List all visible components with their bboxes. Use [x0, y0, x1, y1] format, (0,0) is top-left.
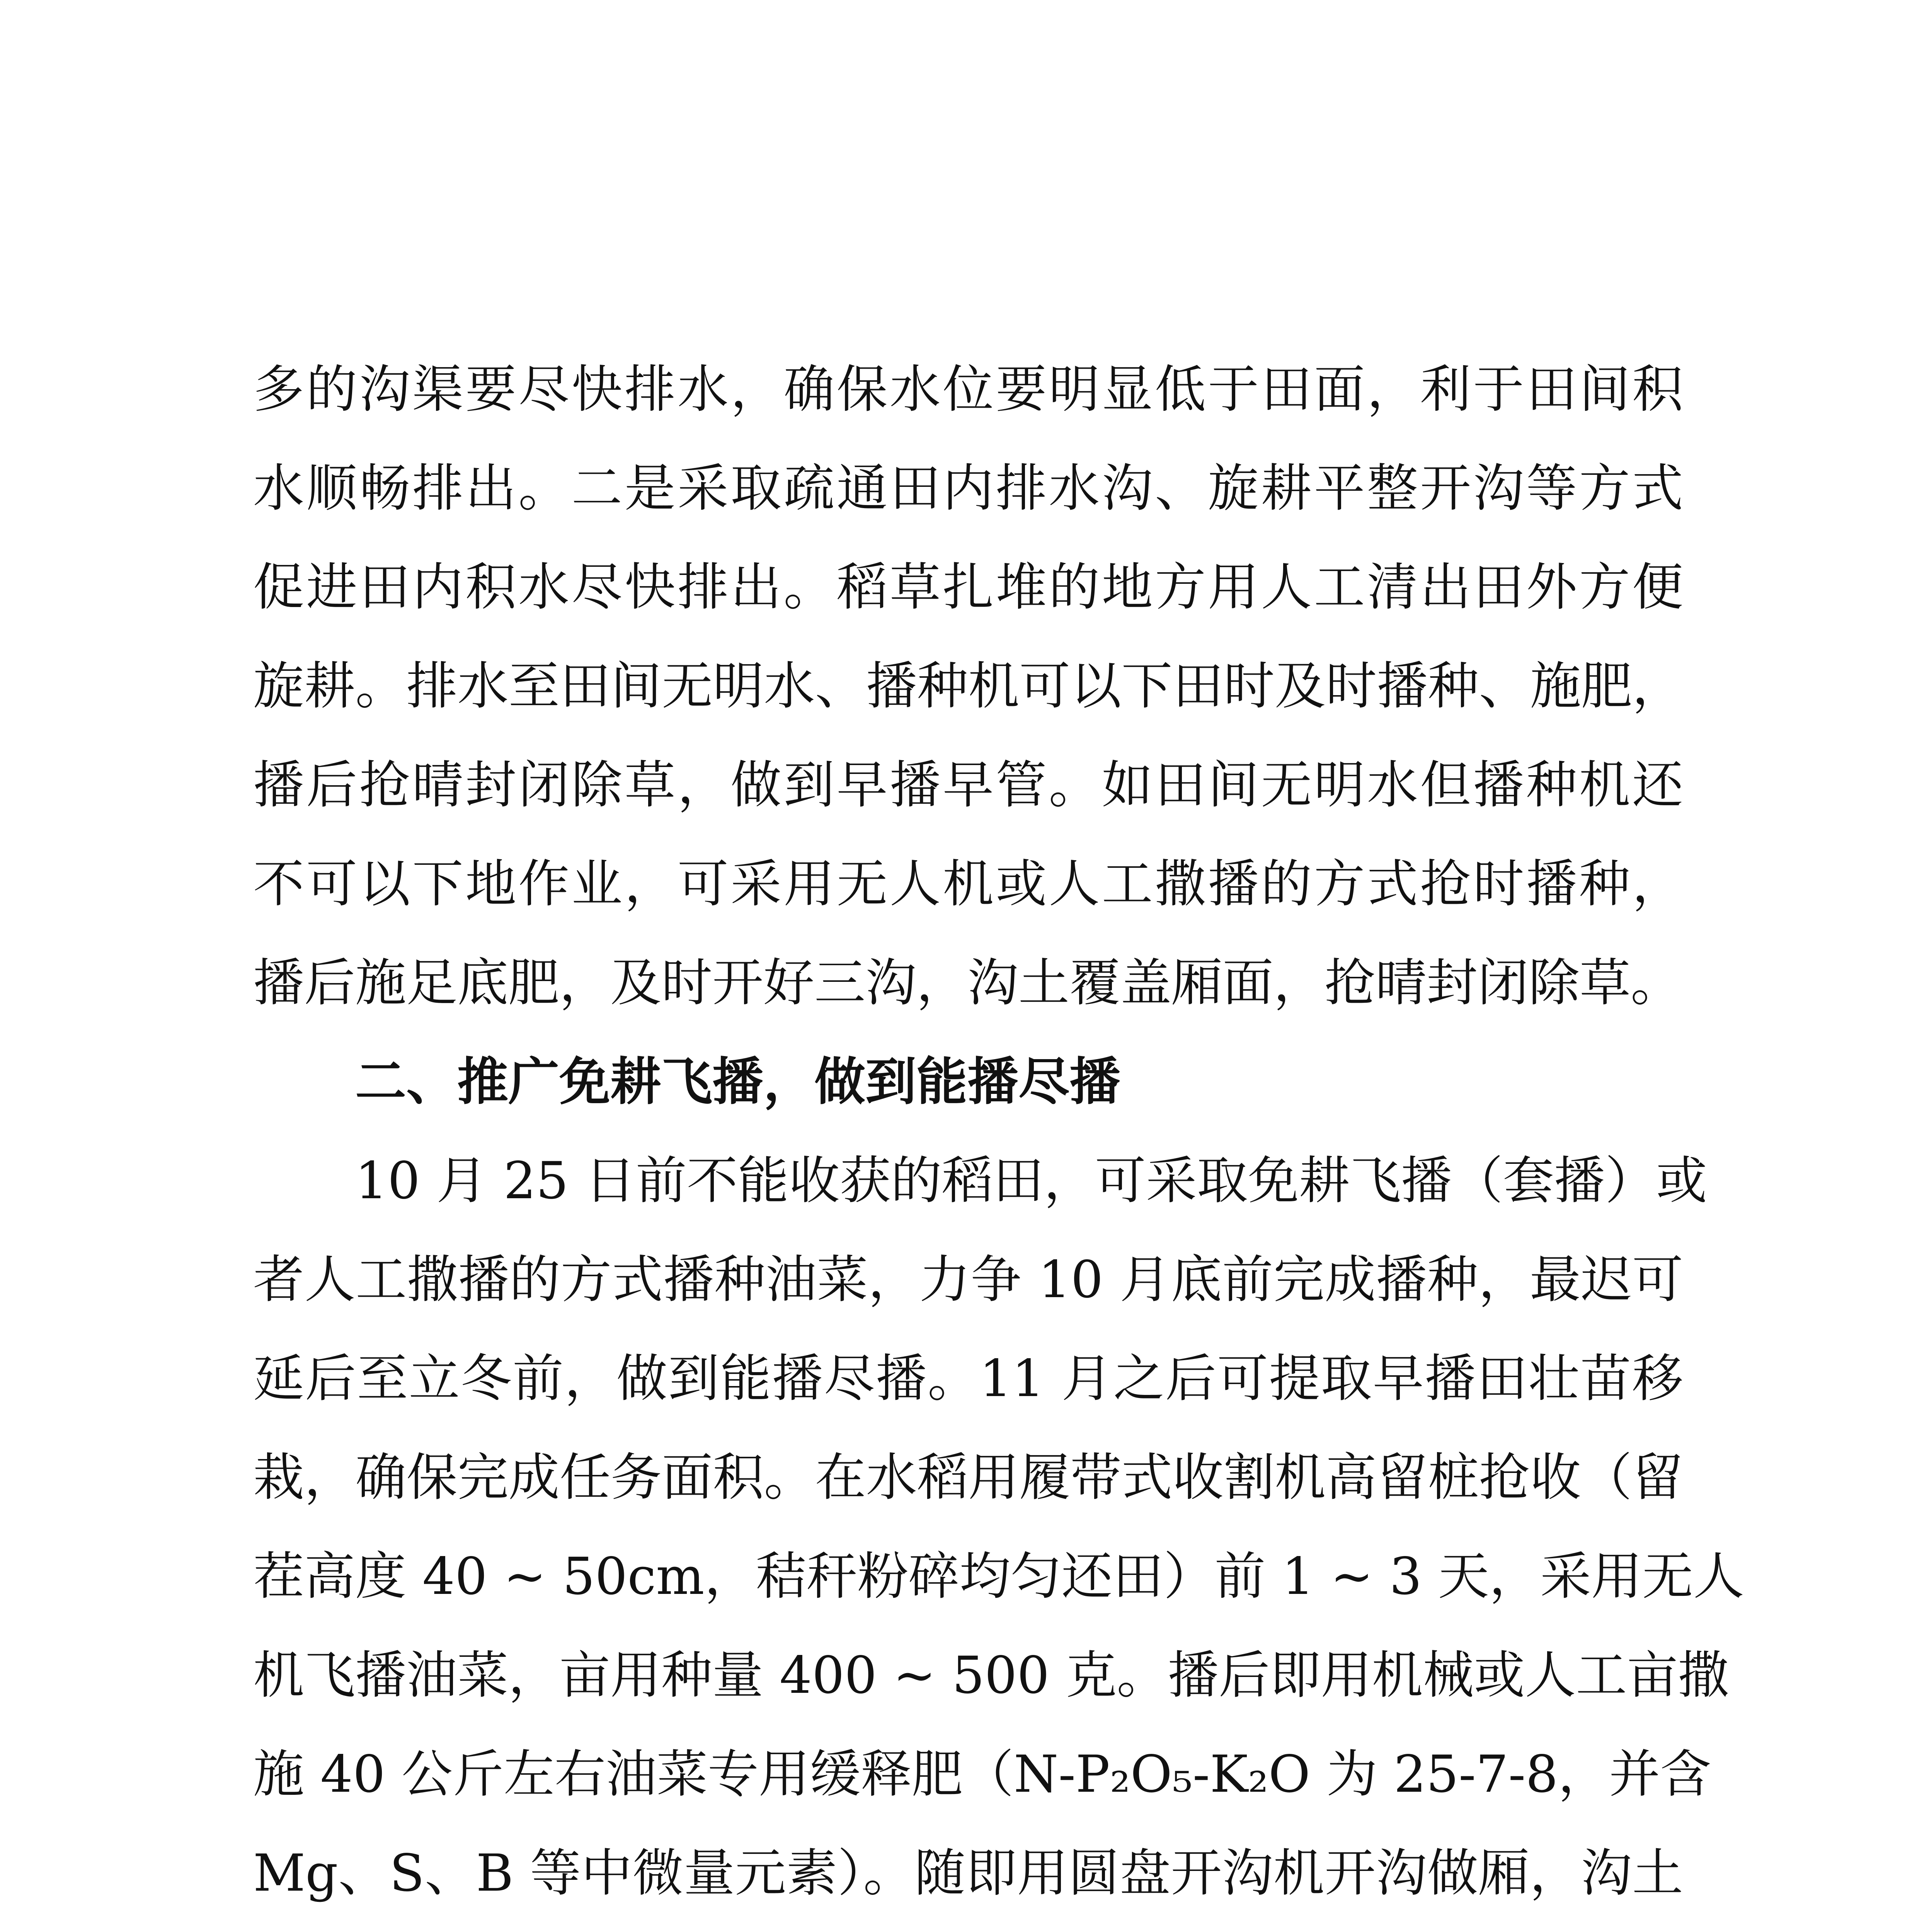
paragraph-line: [253, 1923, 1683, 1932]
paragraph-line: 栽，确保完成任务面积。在水稻用履带式收割机高留桩抢收（留: [253, 1448, 1683, 1507]
paragraph-line: 机飞播油菜，亩用种量 400 ~ 500 克。播后即用机械或人工亩撒: [253, 1646, 1729, 1705]
paragraph-line: 施 40 公斤左右油菜专用缓释肥（N-P₂O₅-K₂O 为 25-7-8，并含: [253, 1745, 1711, 1804]
body-text: [253, 340, 1744, 1932]
paragraph-line: 10 月 25 日前不能收获的稻田，可采取免耕飞播（套播）或: [355, 1151, 1707, 1211]
paragraph-aerial-sowing: [253, 1131, 1744, 1932]
paragraph-line: 播后抢晴封闭除草，做到早播早管。如田间无明水但播种机还: [253, 755, 1683, 815]
paragraph-drainage: [253, 340, 1683, 1032]
paragraph-line: 不可以下地作业，可采用无人机或人工撒播的方式抢时播种，: [253, 854, 1683, 914]
paragraph-line: 播后施足底肥，及时开好三沟，沟土覆盖厢面，抢晴封闭除草。: [253, 953, 1682, 1013]
section-heading-2: 二、推广免耕飞播，做到能播尽播: [355, 1052, 1120, 1112]
paragraph-line: 促进田内积水尽快排出。稻草扎堆的地方用人工清出田外方便: [253, 558, 1683, 617]
paragraph-line: 水顺畅排出。二是采取疏通田内排水沟、旋耕平整开沟等方式: [253, 459, 1683, 518]
paragraph-line: 延后至立冬前，做到能播尽播。11 月之后可提取早播田壮苗移: [253, 1349, 1683, 1408]
paragraph-line: 旋耕。排水至田间无明水、播种机可以下田时及时播种、施肥，: [253, 656, 1683, 716]
paragraph-line: 多的沟渠要尽快排水，确保水位要明显低于田面，利于田间积: [253, 360, 1683, 419]
paragraph-line: 者人工撒播的方式播种油菜，力争 10 月底前完成播种，最迟可: [253, 1250, 1683, 1310]
paragraph-line: Mg、S、B 等中微量元素）。随即用圆盘开沟机开沟做厢，沟土: [253, 1844, 1683, 1903]
paragraph-line: 茬高度 40 ~ 50cm，秸秆粉碎均匀还田）前 1 ~ 3 天，采用无人: [253, 1547, 1744, 1606]
